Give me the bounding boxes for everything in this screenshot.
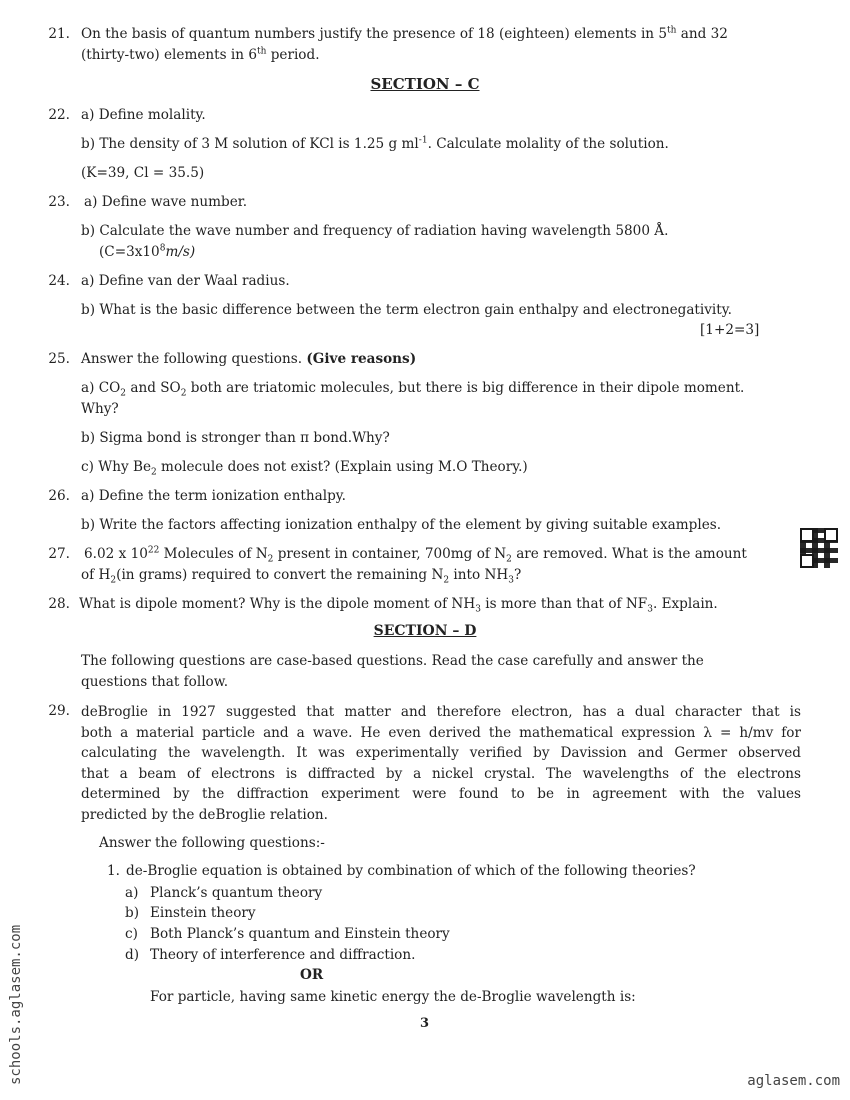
q27-number: 27. [48, 546, 70, 562]
page-number: 3 [420, 1016, 430, 1031]
q24-a: a) Define van der Waal radius. [81, 273, 290, 289]
q21-line1: On the basis of quantum numbers justify the presence of 18 (eighteen) elements in 5th and 32 [81, 25, 728, 42]
q27-line1: 6.02 x $10^{22}$ Molecules of $N_2$ present in container, 700mg of $N_2$ are removed. What is the amount [84, 545, 747, 565]
q25-a-cont: Why? [81, 401, 119, 417]
q29-passage-line: determined by the diffraction experiment were found to be in agreement with the values [81, 786, 801, 802]
q23-number: 23. [48, 194, 70, 210]
q26-number: 26. [48, 488, 70, 504]
section-d-intro-1: The following questions are case-based questions. Read the case carefully and answer the [81, 653, 704, 669]
q21-line2: (thirty-two) elements in 6th period. [81, 46, 320, 63]
q23-b: b) Calculate the wave number and frequency of radiation having wavelength 5800 Å. [81, 223, 669, 239]
q29-number: 29. [48, 703, 70, 719]
q29-passage-line: that a beam of electrons is diffracted by a nickel crystal. The wavelengths of the electrons [81, 765, 801, 782]
q22-b: b) The density of 3 M solution of KCl is 1.25 g $ml^{-1}$. Calculate molality of the solution. [81, 135, 669, 152]
q29-sub1-question: de-Broglie equation is obtained by combination of which of the following theories? [126, 863, 696, 879]
q25-a: a) $CO_2$ and $SO_2$ both are triatomic molecules, but there is big difference in their dipole moment. [81, 380, 745, 399]
option-text: Both Planck’s quantum and Einstein theory [150, 926, 450, 942]
section-c-heading: SECTION – C [370, 75, 480, 93]
option-label: a) [125, 885, 139, 901]
option-text: Einstein theory [150, 905, 256, 921]
q29-alt-question: For particle, having same kinetic energy the de-Broglie wavelength is: [150, 989, 636, 1005]
q26-b: b) Write the factors affecting ionization enthalpy of the element by giving suitable examples. [81, 517, 722, 533]
q25-number: 25. [48, 351, 70, 367]
footer-watermark: aglasem.com [747, 1073, 840, 1089]
q24-b: b) What is the basic difference between the term electron gain enthalpy and electronegativity. [81, 302, 732, 318]
q22-c: (K=39, Cl = 35.5) [81, 165, 205, 181]
option-text: Theory of interference and diffraction. [150, 947, 416, 963]
q22-number: 22. [48, 107, 70, 123]
q23-c: $(C=3x10^8m/s)$ [99, 243, 196, 260]
q25-b: b) Sigma bond is stronger than π bond.Why? [81, 430, 390, 446]
q23-a: a) Define wave number. [84, 194, 248, 210]
q29-sub1-number: 1. [107, 863, 120, 879]
q24-number: 24. [48, 273, 70, 289]
q29-passage-line: calculating the wavelength. It was experimentally verified by Davission and Germer observed [81, 745, 801, 761]
q29-passage-line: predicted by the deBroglie relation. [81, 806, 328, 823]
or-label: OR [300, 967, 324, 983]
q29-passage-line: both a material particle and a wave. He even derived the mathematical expression λ = h/mv for [81, 724, 801, 741]
q28-number: 28. [48, 596, 70, 612]
option-label: c) [125, 926, 138, 942]
q25-c: c) Why $Be_2$ molecule does not exist? (Explain using M.O Theory.) [81, 459, 528, 478]
q22-a: a) Define molality. [81, 107, 206, 123]
q29-answer-prompt: Answer the following questions:- [99, 835, 325, 851]
option-label: d) [125, 947, 140, 963]
q27-line2: of $H_2(in$ grams) required to convert the remaining $N_2$ into $NH_3$? [81, 567, 522, 586]
side-watermark: schools.aglasem.com [8, 924, 24, 1085]
option-text: Planck’s quantum theory [150, 885, 323, 901]
q25-intro: Answer the following questions. (Give reasons) [81, 351, 417, 367]
section-d-intro-2: questions that follow. [81, 674, 229, 690]
q29-passage-line: deBroglie in 1927 suggested that matter and therefore electron, has a dual character that is [81, 704, 801, 720]
option-label: b) [125, 905, 140, 921]
section-d-heading: SECTION – D [373, 623, 477, 639]
q24-marks: [1+2=3] [700, 322, 760, 338]
q28-text: What is dipole moment? Why is the dipole moment of $NH_3$ is more than that of $NF_3$. Explain. [79, 596, 718, 615]
qr-code-icon [800, 528, 838, 568]
q21-number: 21. [48, 26, 70, 42]
q26-a: a) Define the term ionization enthalpy. [81, 488, 346, 504]
